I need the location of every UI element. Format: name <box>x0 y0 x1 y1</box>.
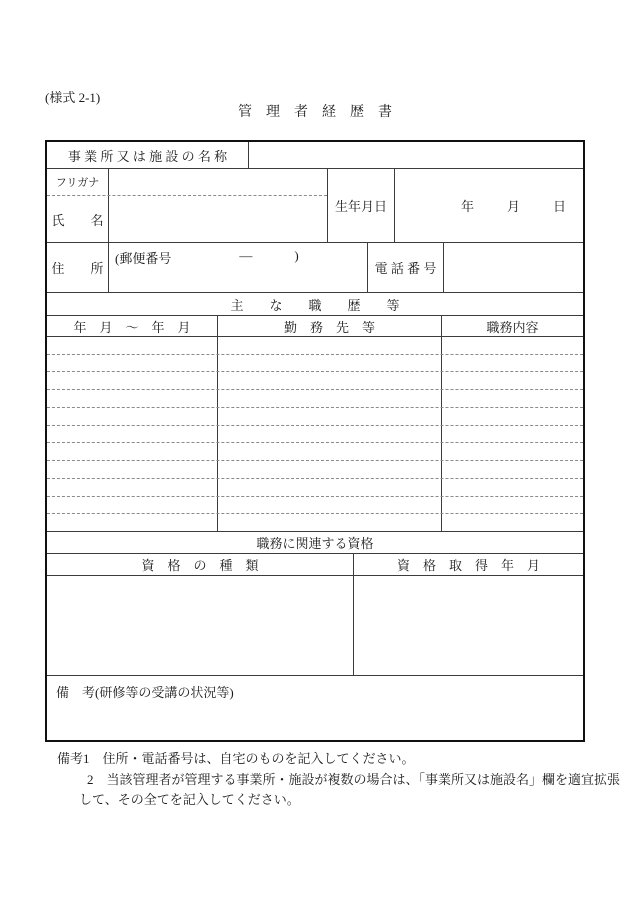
name-block <box>47 169 327 242</box>
career-employer-cell[interactable] <box>217 337 441 354</box>
career-period-cell[interactable] <box>47 479 217 496</box>
business-name-label: 事 業 所 又 は 施 設 の 名 称 <box>67 148 228 164</box>
career-employer-cell[interactable] <box>217 514 441 531</box>
career-employer-cell[interactable] <box>217 408 441 425</box>
career-row <box>47 497 583 515</box>
career-duties-cell[interactable] <box>441 479 583 496</box>
career-row <box>47 514 583 531</box>
address-row <box>47 243 583 293</box>
postal-code-label: (郵便番号 <box>115 251 172 266</box>
career-duties-cell[interactable] <box>441 426 583 443</box>
qualifications-body-row <box>47 576 583 676</box>
birthdate-field[interactable] <box>394 169 583 242</box>
career-duties-cell[interactable] <box>441 497 583 514</box>
career-section-title: 主 な 職 歴 等 <box>230 297 400 313</box>
career-period-cell[interactable] <box>47 355 217 372</box>
qualification-type-header: 資 格 の 種 類 <box>141 558 259 573</box>
qualification-date-field[interactable] <box>353 576 583 675</box>
career-row <box>47 372 583 390</box>
person-row <box>47 169 583 243</box>
career-duties-cell[interactable] <box>441 461 583 478</box>
form-code-label: (様式 2-1) <box>45 90 101 105</box>
career-period-cell[interactable] <box>47 497 217 514</box>
name-field[interactable] <box>108 196 327 242</box>
career-section-row <box>47 293 583 316</box>
career-duties-cell[interactable] <box>441 443 583 460</box>
career-employer-cell[interactable] <box>217 355 441 372</box>
remarks-row <box>47 676 583 740</box>
career-employer-cell[interactable] <box>217 497 441 514</box>
career-duties-cell[interactable] <box>441 514 583 531</box>
footnote-line: して、その全てを記入してください。 <box>79 792 300 807</box>
day-unit-label: 日 <box>552 199 566 214</box>
career-duties-cell[interactable] <box>441 337 583 354</box>
career-period-cell[interactable] <box>47 390 217 407</box>
career-period-cell[interactable] <box>47 372 217 389</box>
career-period-cell[interactable] <box>47 408 217 425</box>
career-row <box>47 443 583 461</box>
address-label: 住 所 <box>51 261 104 276</box>
phone-label: 電 話 番 号 <box>367 243 443 292</box>
name-label: 氏 名 <box>51 212 104 228</box>
career-row <box>47 479 583 497</box>
remarks-field[interactable] <box>47 676 583 740</box>
month-unit-label: 月 <box>506 199 520 214</box>
career-duties-cell[interactable] <box>441 390 583 407</box>
career-employer-cell[interactable] <box>217 443 441 460</box>
career-history-form <box>45 140 585 742</box>
postal-close-paren: ) <box>294 248 299 263</box>
career-period-cell[interactable] <box>47 337 217 354</box>
career-employer-header: 勤 務 先 等 <box>217 316 441 336</box>
career-employer-cell[interactable] <box>217 426 441 443</box>
career-row <box>47 337 583 355</box>
career-row <box>47 355 583 373</box>
qualifications-section-title: 職務に関連する資格 <box>256 536 374 551</box>
career-row <box>47 461 583 479</box>
qualifications-section-row <box>47 532 583 554</box>
career-period-cell[interactable] <box>47 426 217 443</box>
footnotes <box>45 749 620 811</box>
qualification-type-field[interactable] <box>47 576 353 675</box>
page-title: 管 理 者 経 歴 書 <box>238 105 392 120</box>
business-name-row <box>47 142 583 169</box>
career-employer-cell[interactable] <box>217 372 441 389</box>
qualification-date-header: 資 格 取 得 年 月 <box>353 554 583 575</box>
career-duties-cell[interactable] <box>441 355 583 372</box>
birthdate-label: 生年月日 <box>327 169 394 242</box>
footnote-line: 2 当該管理者が管理する事業所・施設が複数の場合は、「事業所又は施設名」欄を適宜拡張 <box>87 771 621 787</box>
career-row <box>47 408 583 426</box>
footnote-line: 備考1 住所・電話番号は、自宅のものを記入してください。 <box>57 751 415 766</box>
year-unit-label: 年 <box>461 199 475 214</box>
career-duties-cell[interactable] <box>441 408 583 425</box>
qualifications-header-row <box>47 554 583 576</box>
business-name-field[interactable] <box>248 142 583 168</box>
career-duties-cell[interactable] <box>441 372 583 389</box>
career-row <box>47 426 583 444</box>
career-employer-cell[interactable] <box>217 461 441 478</box>
career-period-cell[interactable] <box>47 461 217 478</box>
career-period-cell[interactable] <box>47 514 217 531</box>
career-period-cell[interactable] <box>47 443 217 460</box>
career-header-row <box>47 316 583 337</box>
furigana-label: フリガナ <box>55 177 100 189</box>
remarks-label: 備 考(研修等の受講の状況等) <box>56 685 234 700</box>
career-rows <box>47 337 583 532</box>
career-duties-header: 職務内容 <box>441 316 583 336</box>
phone-field[interactable] <box>443 243 583 292</box>
furigana-field[interactable] <box>108 169 327 195</box>
career-employer-cell[interactable] <box>217 479 441 496</box>
postal-address-field[interactable] <box>108 243 367 292</box>
postal-dash: ― <box>239 248 253 263</box>
career-row <box>47 390 583 408</box>
career-employer-cell[interactable] <box>217 390 441 407</box>
career-period-header: 年 月 ～ 年 月 <box>73 319 191 335</box>
